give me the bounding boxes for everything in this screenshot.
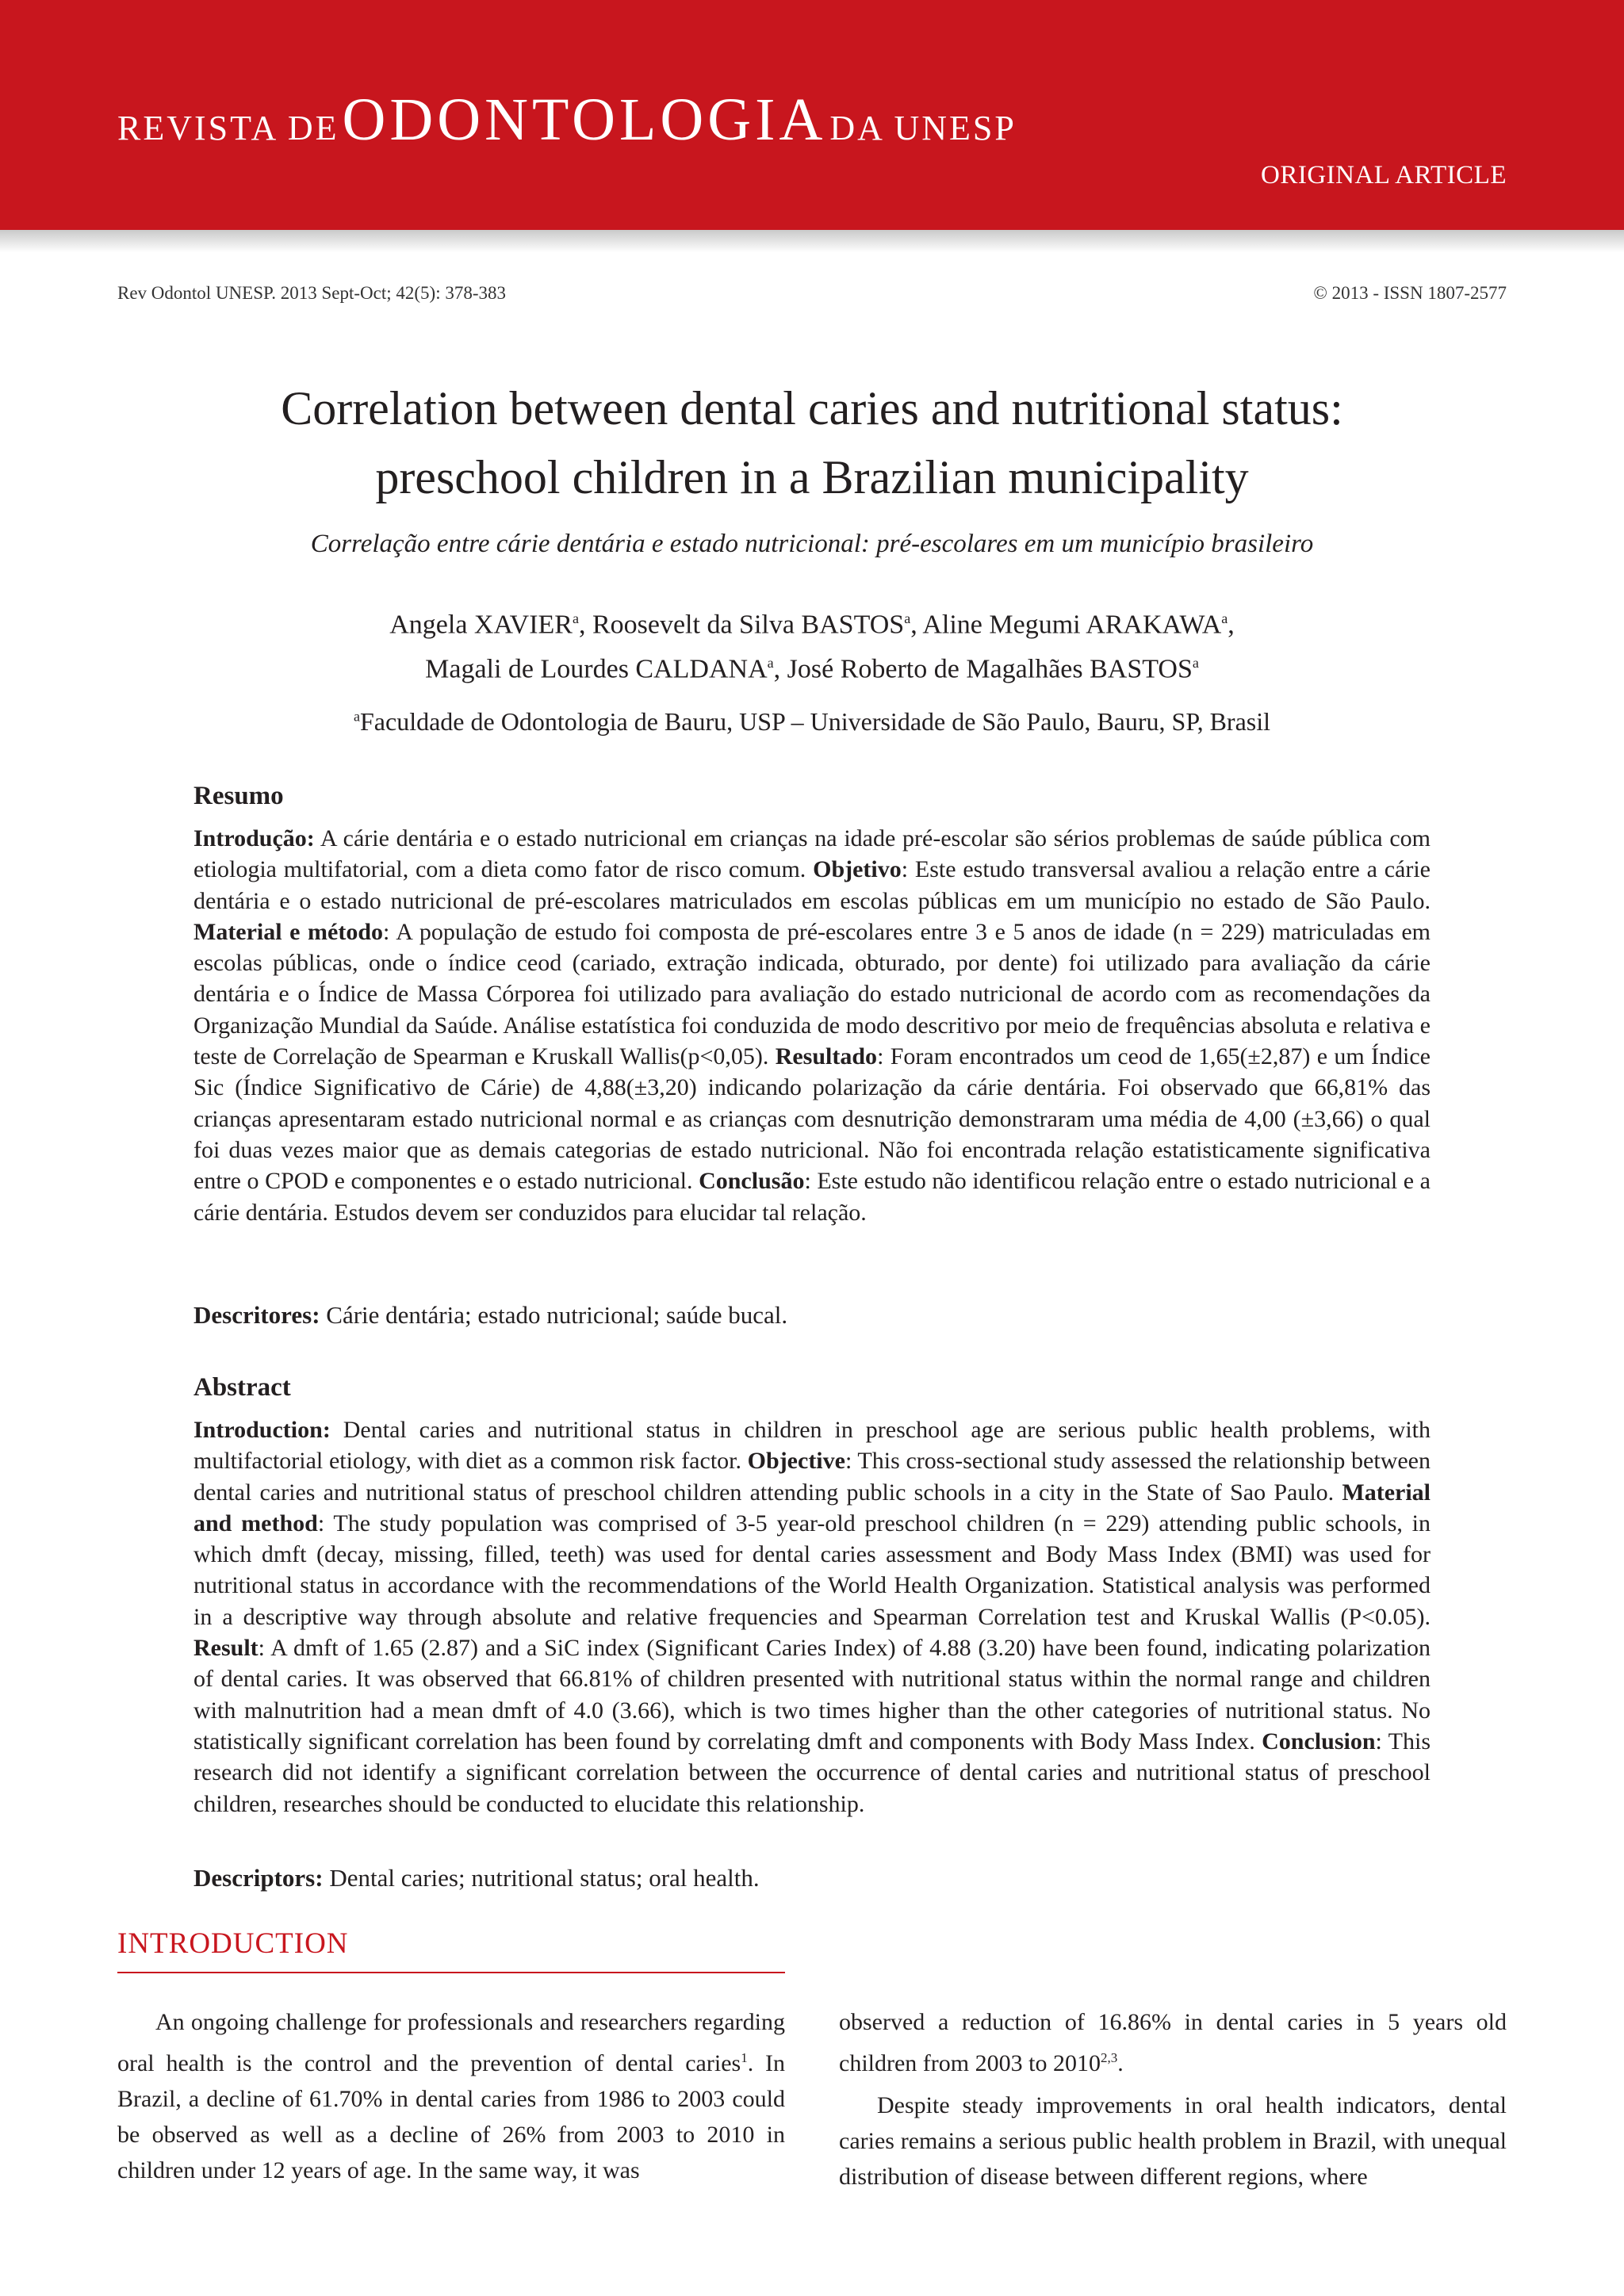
journal-title-suffix: DA UNESP <box>829 109 1017 147</box>
author-separator: , <box>1228 610 1235 640</box>
author-name: Angela XAVIER <box>389 610 573 640</box>
resumo-intro-label: Introdução: <box>193 825 315 851</box>
author-line-2 <box>119 644 1505 688</box>
abstract-keywords-text: Dental caries; nutritional status; oral health. <box>323 1864 760 1892</box>
resumo-result-text: : Foram encontrados um ceod de 1,65(±2,87) e um Índice Sic (Índice Significativo de Cárie) de 4,88(±3,20) indicando polarização da cárie dentária. Foi observado que 66,81% das crianças apresentaram estado nutricional normal e as crianças com desnutrição demonstraram uma média de 4,00 (±3,66) o qual foi duas vezes maior que as demais categorias de estado nutricional. Não foi encontrada relação estatisticamente significativa entre o CPOD e componentes e o estado nutricional. <box>193 1043 1431 1195</box>
author-list <box>119 599 1505 689</box>
citation: Rev Odontol UNESP. 2013 Sept-Oct; 42(5): 378-383 <box>117 283 507 303</box>
resumo-keywords-label: Descritores: <box>193 1301 320 1329</box>
abstract-objective-text: : This cross-sectional study assessed the relationship between dental caries and nutritional status of preschool children attending public schools in a city in the State of Sao Paulo. <box>193 1448 1431 1506</box>
abstract-intro-text: Dental caries and nutritional status in children in preschool age are serious public health problems, with multifactorial etiology, with diet as a common risk factor. <box>193 1417 1431 1475</box>
author-separator: , <box>910 610 923 640</box>
abstract-method-label: Material and method <box>193 1479 1431 1536</box>
resumo-result-label: Resultado <box>775 1043 878 1070</box>
abstract-method-text: : The study population was comprised of 3-5 year-old preschool children (n = 229) attending public schools, in which dmft (decay, missing, filled, teeth) was used for dental caries assessment and Body Mass Index (BMI) was used for nutritional status in accordance with the recommendations of the World Health Organization. Statistical analysis was performed in a descriptive way through absolute and relative frequencies and Spearman Correlation test and Kruskal Wallis (P<0.05). <box>193 1510 1431 1630</box>
resumo-intro-text: A cárie dentária e o estado nutricional em crianças na idade pré-escolar são sérios problemas de saúde pública com etiologia multifatorial, com a dieta como fator de risco comum. <box>193 825 1431 883</box>
intro-text: observed a reduction of 16.86% in dental caries in 5 years old children from 2003 to 2010 <box>839 2009 1507 2076</box>
affiliation-text: Faculdade de Odontologia de Bauru, USP – Universidade de São Paulo, Bauru, SP, Brasil <box>360 707 1270 736</box>
resumo-objective-label: Objetivo <box>813 856 902 883</box>
intro-text: An ongoing challenge for professionals and researchers regarding oral health is the control and the prevention of dental caries <box>117 2009 785 2076</box>
author-separator: , <box>773 654 787 684</box>
citation-ref: 2,3 <box>1100 2050 1118 2065</box>
abstract-objective-label: Objective <box>747 1448 845 1475</box>
journal-title-main: ODONTOLOGIA <box>342 86 827 153</box>
introduction-heading: INTRODUCTION <box>117 1927 349 1960</box>
abstract-result-text: : A dmft of 1.65 (2.87) and a SiC index (Significant Caries Index) of 4.88 (3.20) have been found, indicating polarization of dental caries. It was observed that 66.81% of children presented with nutritional status within the normal range and children with malnutrition had a mean dmft of 4.0 (3.66), which is two times higher than the other categories of nutritional status. No statistically significant correlation has been found by correlating dmft and components with Body Mass Index. <box>193 1635 1431 1755</box>
resumo-conclusion-text: : Este estudo não identificou relação entre o estado nutricional e a cárie dentária. Estudos devem ser conduzidos para elucidar tal relação. <box>193 1168 1431 1226</box>
author-affiliation-mark: a <box>572 610 579 626</box>
author-affiliation-mark: a <box>904 610 911 626</box>
author-affiliation-mark: a <box>767 655 774 672</box>
article-title-line-2: preschool children in a Brazilian municipality <box>375 451 1249 503</box>
intro-paragraph-1 <box>117 2004 785 2188</box>
resumo-heading: Resumo <box>193 782 284 810</box>
intro-paragraph-2: Despite steady improvements in oral health indicators, dental caries remains a serious public health problem in Brazil, with unequal distribution of disease between different regions, where <box>839 2092 1507 2190</box>
copyright: © 2013 - ISSN 1807-2577 <box>1313 283 1507 303</box>
abstract-heading: Abstract <box>193 1373 291 1402</box>
author-name: José Roberto de Magalhães BASTOS <box>787 654 1193 684</box>
author-name: Aline Megumi ARAKAWA <box>922 610 1222 640</box>
article-title <box>119 374 1505 512</box>
journal-title-prefix: REVISTA DE <box>117 109 339 147</box>
article-title-line-1: Correlation between dental caries and nutritional status: <box>281 382 1343 434</box>
abstract-keywords <box>193 1864 1431 1892</box>
banner-shadow <box>0 230 1624 252</box>
resumo-objective-text: : Este estudo transversal avaliou a relação entre a cárie dentária e o estado nutricional de pré-escolares matriculados em escolas públicas em um município no estado de São Paulo. <box>193 856 1431 914</box>
article-type-label: ORIGINAL ARTICLE <box>1260 161 1507 189</box>
resumo-method-text: : A população de estudo foi composta de pré-escolares entre 3 e 5 anos de idade (n = 229) matriculadas em escolas públicas, onde o índice ceod (cariado, extração indicada, obturado, por dente) foi utilizado para avaliação da cárie dentária e o Índice de Massa Córporea foi utilizado para avaliação do estado nutricional de acordo com as recomendações da Organização Mundial da Saúde. Análise estatística foi conduzida de modo descritivo por meio de frequências absoluta e relativa e teste de Correlação de Spearman e Kruskall Wallis(p<0,05). <box>193 918 1431 1070</box>
abstract-body <box>193 1414 1431 1820</box>
abstract-conclusion-label: Conclusion <box>1262 1728 1376 1755</box>
author-affiliation-mark: a <box>1192 655 1199 672</box>
abstract-keywords-label: Descriptors: <box>193 1864 324 1892</box>
abstract-result-label: Result <box>193 1635 259 1662</box>
abstract-intro-label: Introduction: <box>193 1417 331 1443</box>
author-line-1 <box>119 599 1505 644</box>
introduction-rule <box>117 1972 785 1973</box>
journal-title <box>117 86 1017 155</box>
affiliation-mark: a <box>354 708 360 725</box>
author-separator: , <box>578 610 592 640</box>
intro-text: . <box>1117 2050 1124 2076</box>
author-name: Roosevelt da Silva BASTOS <box>592 610 905 640</box>
intro-text: . In Brazil, a decline of 61.70% in dental caries from 1986 to 2003 could be observed as well as a decline of 26% from 2003 to 2010 in children under 12 years of age. In the same way, it was <box>117 2050 785 2183</box>
resumo-body <box>193 823 1431 1228</box>
resumo-method-label: Material e método <box>193 918 384 945</box>
abstract-conclusion-text: : This research did not identify a significant correlation between the occurrence of dental caries and nutritional status of preschool children, researches should be conducted to elucidate this relationship. <box>193 1728 1431 1817</box>
intro-paragraph-1-cont <box>839 2004 1507 2081</box>
author-affiliation-mark: a <box>1221 610 1228 626</box>
citation-ref: 1 <box>741 2050 748 2065</box>
affiliation <box>119 707 1505 737</box>
resumo-keywords-text: Cárie dentária; estado nutricional; saúde bucal. <box>320 1301 788 1329</box>
article-subtitle: Correlação entre cárie dentária e estado nutricional: pré-escolares em um município brasileiro <box>310 530 1314 558</box>
author-name: Magali de Lourdes CALDANA <box>425 654 768 684</box>
intro-column-left <box>117 2004 785 2188</box>
intro-column-right <box>839 2004 1507 2195</box>
resumo-conclusion-label: Conclusão <box>699 1168 805 1195</box>
resumo-keywords <box>193 1301 1431 1330</box>
